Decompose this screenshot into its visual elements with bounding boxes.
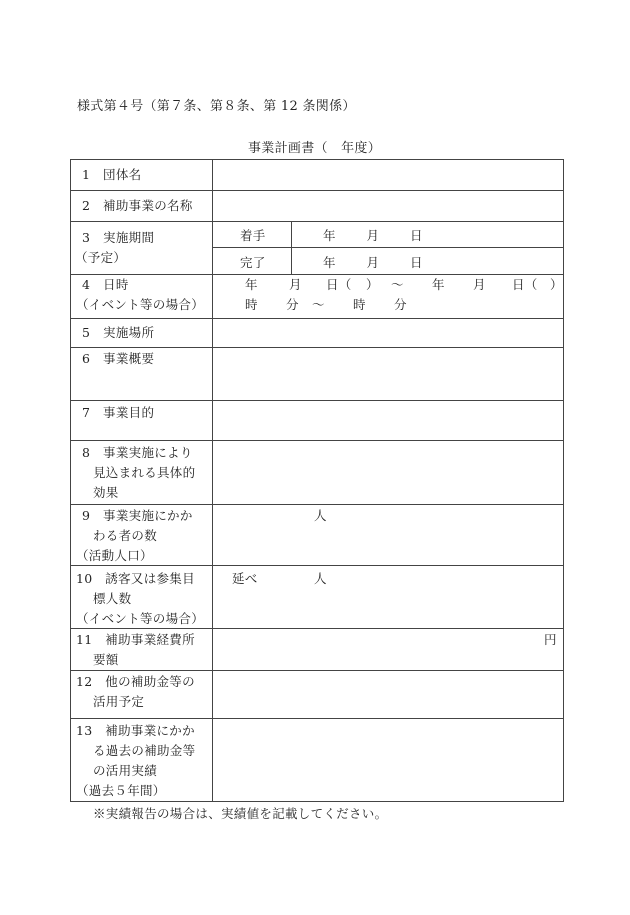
row-label-datetime: 4 日時 [82,277,129,292]
period-end-label: 完了 [240,255,266,270]
project-name-input[interactable] [213,191,563,221]
row-label-overview: 6 事業概要 [82,351,155,366]
past-grants-input[interactable] [213,719,563,801]
row-label-expense-2: 要額 [93,652,119,667]
organization-input[interactable] [213,160,563,190]
other-grants-input[interactable] [213,671,563,718]
period-start-date[interactable]: 年 月 日 [323,228,425,243]
row-label-purpose: 7 事業目的 [82,405,155,420]
row-label-datetime-note: （イベント等の場合） [76,297,205,312]
row-label-participants-3: （活動人口） [76,548,153,563]
dt-hour-1: 時 [245,297,258,312]
row-label-other-grants: 12 他の補助金等の [76,674,195,689]
row-label-effect-3: 効果 [93,485,119,500]
row-label-past-grants-4: （過去５年間） [76,783,166,798]
dt-tilde-2: ～ [312,297,325,312]
row-label-target-visitors-2: 標人数 [93,591,132,606]
dt-minute-1: 分 [286,297,299,312]
dt-day-2: 日（ [512,277,538,292]
venue-input[interactable] [213,319,563,347]
dt-month-1: 月 [289,277,302,292]
dt-minute-2: 分 [394,297,407,312]
form-number: 様式第４号（第７条、第８条、第 12 条関係） [77,99,356,114]
row-label-project-name: 2 補助事業の名称 [82,198,193,213]
row-label-past-grants-3: の活用実績 [93,763,158,778]
row-label-target-visitors: 10 誘客又は参集目 [76,571,195,586]
period-end-date[interactable]: 年 月 日 [323,255,425,270]
dt-weekday-close-2: ） [550,277,563,292]
row-label-participants-2: わる者の数 [93,528,158,543]
row-label-organization: 1 団体名 [82,167,142,182]
expense-unit: 円 [544,632,557,647]
row-label-effect-2: 見込まれる具体的 [93,465,196,480]
row-label-past-grants: 13 補助事業にかか [76,723,195,738]
row-label-effect: 8 事業実施により [82,445,193,460]
purpose-input[interactable] [213,401,563,440]
period-start-label: 着手 [240,228,266,243]
dt-weekday-close-1: ） [366,277,379,292]
dt-tilde-1: ～ [391,277,404,292]
effect-input[interactable] [213,441,563,504]
dt-month-2: 月 [473,277,486,292]
footnote: ※実績報告の場合は、実績値を記載してください。 [93,806,388,821]
row-label-participants: 9 事業実施にかか [82,508,193,523]
row-label-period-note: （予定） [75,250,127,265]
target-visitors-unit: 人 [314,571,327,586]
row-label-venue: 5 実施場所 [82,325,155,340]
row-label-past-grants-2: る過去の補助金等 [93,743,196,758]
dt-hour-2: 時 [353,297,366,312]
document-title: 事業計画書（ 年度） [248,141,382,156]
dt-year-2: 年 [432,277,445,292]
row-label-target-visitors-3: （イベント等の場合） [76,611,205,626]
dt-day-1: 日（ [326,277,352,292]
row-label-expense: 11 補助事業経費所 [76,632,195,647]
dt-year-1: 年 [245,277,258,292]
row-label-other-grants-2: 活用予定 [93,694,145,709]
row-label-period: 3 実施期間 [82,230,155,245]
target-visitors-prefix: 延べ [232,571,258,586]
participants-unit: 人 [314,508,327,523]
overview-input[interactable] [213,348,563,400]
